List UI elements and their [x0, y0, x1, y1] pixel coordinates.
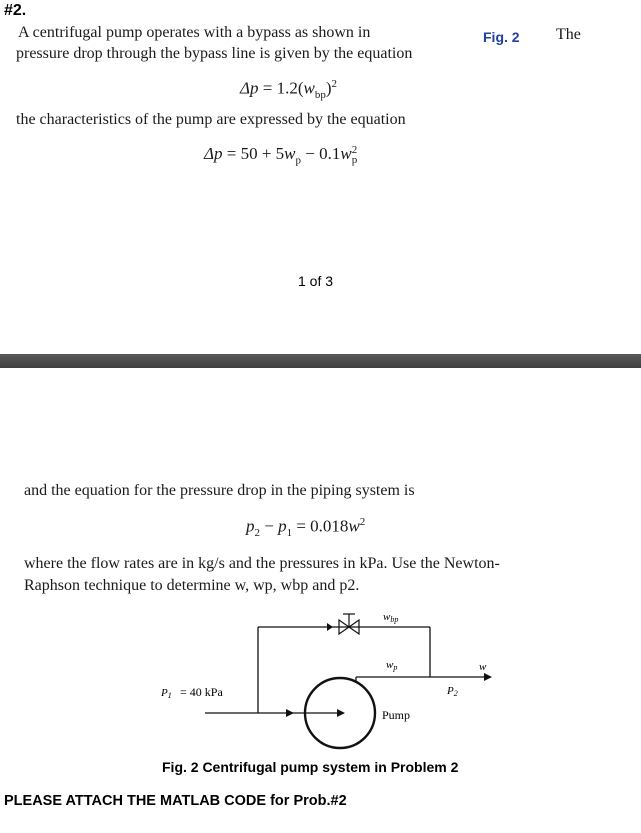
eq2-sub1: p: [295, 154, 302, 167]
piping-equation: [246, 516, 365, 539]
eq1-close: ): [325, 78, 332, 98]
eq2-var1: w: [284, 144, 296, 163]
eq2-text: = 50 + 5: [226, 144, 285, 163]
label-wbp: wbp: [383, 611, 399, 624]
eq2-mid: − 0.1: [301, 144, 341, 163]
eq1-sup: 2: [331, 78, 337, 90]
eq1-coef: = 1.2(: [262, 78, 304, 98]
eq3-var: w: [348, 516, 360, 536]
eq2-var2: w: [340, 144, 352, 163]
page2-line-2: where the flow rates are in kg/s and the pressures in kPa. Use the Newton-: [24, 555, 500, 572]
bypass-equation: [240, 78, 337, 101]
eq3-p2: p: [246, 516, 255, 536]
eq3-minus: −: [260, 516, 279, 536]
label-w: w: [479, 661, 487, 673]
eq2-sub2: p: [351, 154, 358, 167]
suction-flow-arrow: [286, 709, 294, 717]
label-p1: P1: [161, 687, 172, 700]
pump-equation: [204, 144, 357, 166]
figure-caption: Fig. 2 Centrifugal pump system in Problem 2: [162, 759, 459, 775]
problem-line-3: the characteristics of the pump are expressed by the equation: [16, 111, 406, 128]
label-pump: Pump: [382, 708, 411, 722]
label-wp: wp: [386, 659, 398, 672]
valve-icon: [339, 614, 359, 634]
label-p1-value: = 40 kPa: [180, 685, 223, 699]
eq3-sub2: 2: [254, 527, 260, 540]
eq3-p1: p: [278, 516, 287, 536]
page2-line-1: and the equation for the pressure drop in the piping system is: [24, 482, 415, 499]
pump-system-diagram: [0, 600, 641, 760]
pump-inlet-arrow: [337, 709, 345, 717]
eq3-sup: 2: [359, 516, 366, 528]
eq3-sub1: 1: [286, 527, 293, 540]
eq3-rhs: = 0.018: [292, 516, 349, 536]
figure-reference-link[interactable]: Fig. 2: [483, 29, 520, 45]
eq2-sup2: 2: [351, 144, 358, 157]
problem-number: #2.: [4, 2, 27, 19]
label-p2: P2: [447, 685, 458, 698]
eq1-sub: bp: [314, 89, 326, 102]
problem-line-2: pressure drop through the bypass line is given by the equation: [16, 45, 413, 62]
outlet-arrow: [484, 673, 492, 681]
word-the: The: [556, 26, 581, 43]
problem-line-1: A centrifugal pump operates with a bypass as shown in: [18, 24, 371, 41]
eq2-lhs: Δp: [204, 144, 223, 163]
page-indicator: 1 of 3: [298, 273, 334, 289]
matlab-attach-note: PLEASE ATTACH THE MATLAB CODE for Prob.#2: [4, 793, 347, 809]
page2-line-3: Raphson technique to determine w, wp, wbp and p2.: [24, 577, 360, 594]
bypass-flow-arrow: [327, 623, 333, 631]
eq1-lhs: Δp: [240, 78, 259, 98]
page-divider: [0, 354, 641, 368]
eq1-var: w: [303, 78, 315, 98]
